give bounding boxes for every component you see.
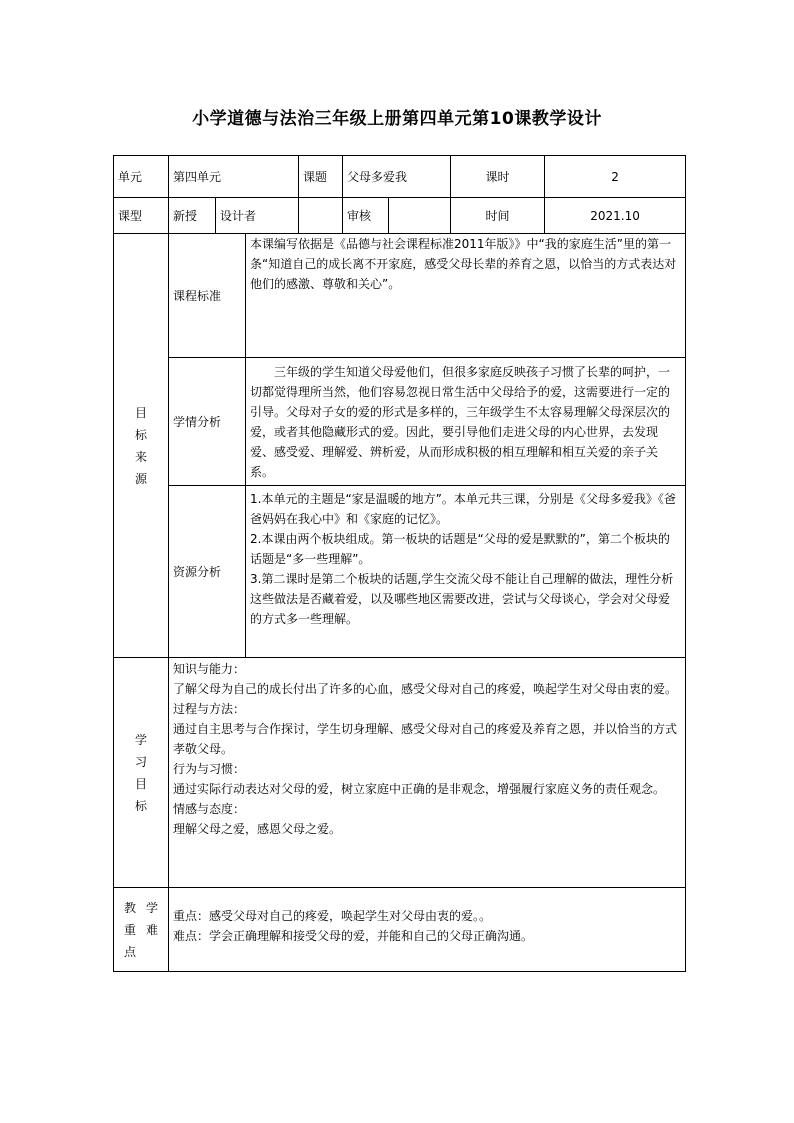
review-value [389,198,451,234]
goal-text-process: 通过自主思考与合作探讨，学生切身理解、感受父母对自己的疼爱及养育之恩，并以恰当的方式孝敬父母。 [173,722,678,756]
student-analysis-label: 学情分析 [169,358,246,486]
unit-label: 单元 [114,156,169,198]
lesson-plan-table [113,155,686,972]
topic-value: 父母多爱我 [343,156,451,198]
student-analysis-row [114,358,686,486]
key-point-line: 重点：感受父母对自己的疼爱，唤起学生对父母由衷的爱。。 [173,909,492,923]
goal-heading-process: 过程与方法： [173,702,246,716]
document-title: 小学道德与法治三年级上册第四单元第10课教学设计 [192,109,602,129]
period-label: 课时 [451,156,545,198]
goal-heading-knowledge: 知识与能力： [173,662,246,676]
resource-analysis-text [246,486,686,658]
unit-value: 第四单元 [169,156,299,198]
goal-heading-behavior: 行为与习惯： [173,762,246,776]
goal-text-behavior: 通过实际行动表达对父母的爱，树立家庭中正确的是非观念，增强履行家庭义务的责任观念。 [173,782,666,796]
goal-text-knowledge: 了解父母为自己的成长付出了许多的心血，感受父母对自己的疼爱，唤起学生对父母由衷的爱。 [173,682,678,696]
curriculum-label: 课程标准 [169,234,246,358]
designer-value [299,198,343,234]
header-row-2 [114,198,686,234]
goal-heading-emotion: 情感与态度： [173,802,246,816]
difficult-point-line: 难点：学会正确理解和接受父母的爱，并能和自己的父母正确沟通。 [173,929,534,943]
time-label: 时间 [451,198,545,234]
learning-goals-label: 学 习 目 标 [114,658,169,888]
header-row-1 [114,156,686,198]
learning-goals-row [114,658,686,888]
resource-line-2: 2.本课由两个板块组成。第一板块的话题是“父母的爱是默默的”，第二个板块的话题是“多一些理解”。 [250,532,670,566]
resource-analysis-label: 资源分析 [169,486,246,658]
designer-label: 设计者 [216,198,299,234]
key-points-label: 教 学 重 难 点 [114,888,169,972]
type-value: 新授 [169,198,216,234]
review-label: 审核 [343,198,389,234]
key-points-text [169,888,686,972]
curriculum-row [114,234,686,358]
resource-analysis-row [114,486,686,658]
topic-label: 课题 [299,156,343,198]
period-value: 2 [545,156,686,198]
resource-line-3: 3.第二课时是第二个板块的话题,学生交流父母不能让自己理解的做法，理性分析这些做法是否藏着爱，以及哪些地区需要改进，尝试与父母谈心，学会对父母爱的方式多一些理解。 [250,572,674,626]
goal-source-label: 目 标 来 源 [114,234,169,658]
resource-line-1: 1.本单元的主题是“家是温暖的地方”。本单元共三课，分别是《父母多爱我》《爸爸妈妈在我心中》和《家庭的记忆》。 [250,492,676,526]
goal-text-emotion: 理解父母之爱，感恩父母之爱。 [173,822,342,836]
student-analysis-text: 三年级的学生知道父母爱他们，但很多家庭反映孩子习惯了长辈的呵护，一切都觉得理所当然，他们容易忽视日常生活中父母给予的爱，这需要进行一定的引导。父母对子女的爱的形式是多样的，三年级学生不太容易理解父母深层次的爱，或者其他隐藏形式的爱。因此，要引导他们走进父母的内心世界，去发现爱、感受爱、理解爱、辨析爱，从而形成积极的相互理解和相互关爱的亲子关系。 [246,358,686,486]
key-points-row [114,888,686,972]
type-label: 课型 [114,198,169,234]
curriculum-text: 本课编写依据是《品德与社会课程标准2011年版》》中“我的家庭生活”里的第一条“知道自己的成长离不开家庭，感受父母长辈的养育之恩，以恰当的方式表达对他们的感激、尊敬和关心”。 [246,234,686,358]
time-value: 2021.10 [545,198,686,234]
learning-goals-text [169,658,686,888]
